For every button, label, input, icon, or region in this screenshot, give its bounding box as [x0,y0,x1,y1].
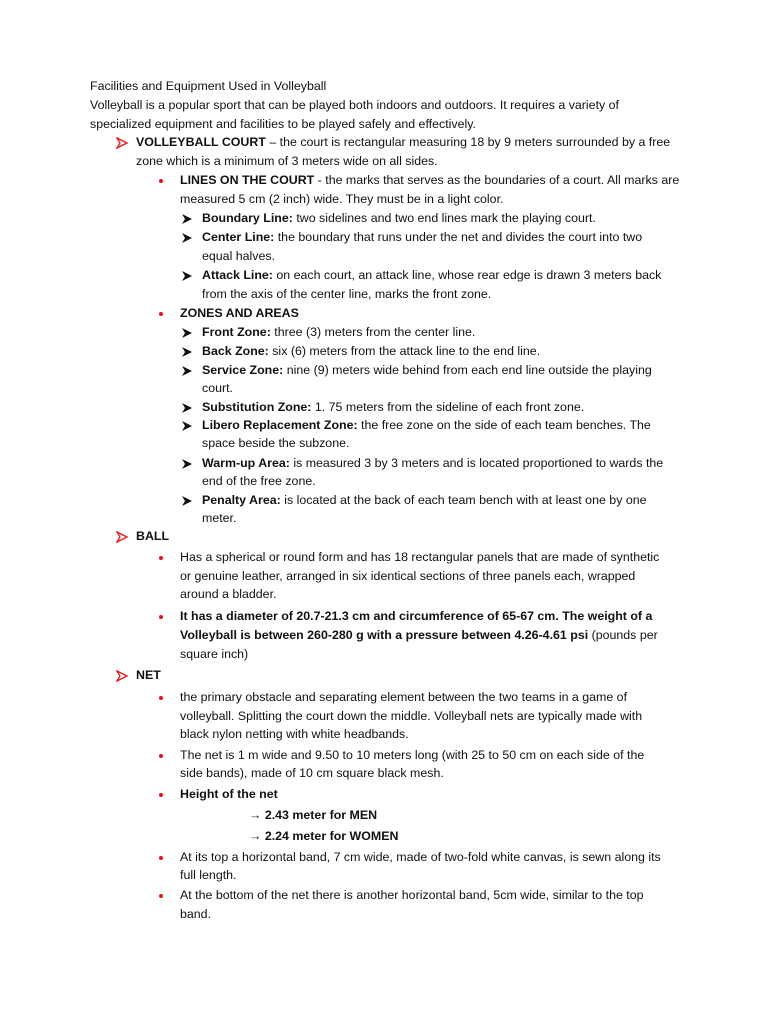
ball-p1-line-2: or genuine leather, arranged in six identical sections of three panels each, wrapped [180,569,636,583]
lines-text: - the marks that serves as the boundaries of a court. All marks are [314,173,680,187]
center-line-term: Center Line: [202,230,275,244]
net-p1-line-2: volleyball. Splitting the court down the middle. Volleyball nets are typically made with [180,709,643,723]
penalty-area-desc: is located at the back of each team bench with at least one by one [280,493,647,507]
net-p2-line-1: The net is 1 m wide and 9.50 to 10 meters long (with 25 to 50 cm on each side of the [180,748,645,762]
black-arrow-bullet-icon [181,232,193,244]
lines-line-1 [180,171,679,190]
ball-heading: BALL [136,529,170,543]
ball-p2-line-1: It has a diameter of 20.7-21.3 cm and circumference of 65-67 cm. The weight of a [180,609,653,623]
warmup-area-term: Warm-up Area: [202,456,290,470]
warmup-area-desc: is measured 3 by 3 meters and is located proportioned to wards the [289,456,664,470]
black-arrow-bullet-icon [181,420,193,432]
center-line-desc-2: equal halves. [202,249,276,263]
document-title: Facilities and Equipment Used in Volleyball [90,79,327,93]
libero-zone-item [202,416,651,435]
court-text: – the court is rectangular measuring 18 by 9 meters surrounded by a free [265,135,671,149]
net-p4-line-2: band. [180,907,212,921]
black-arrow-bullet-icon [181,402,193,414]
black-arrow-bullet-icon [181,213,193,225]
net-p3-line-1: At its top a horizontal band, 7 cm wide, made of two-fold white canvas, is sewn along its [180,850,661,864]
front-zone-desc: three (3) meters from the center line. [270,325,476,339]
attack-line-desc-2: from the axis of the center line, marks the front zone. [202,287,492,301]
back-zone-desc: six (6) meters from the attack line to the end line. [268,344,541,358]
net-p1-line-1: the primary obstacle and separating element between the two teams in a game of [180,690,628,704]
net-height-women: → 2.24 meter for WOMEN [249,829,399,843]
red-arrow-bullet-icon [116,670,128,682]
red-dot-bullet-icon [159,894,163,898]
black-arrow-bullet-icon [181,458,193,470]
substitution-zone-item [202,398,584,417]
center-line-item [202,228,642,247]
libero-zone-desc-2: space beside the subzone. [202,436,350,450]
boundary-line-desc: two sidelines and two end lines mark the playing court. [292,211,596,225]
red-dot-bullet-icon [159,615,163,619]
service-zone-term: Service Zone: [202,363,284,377]
lines-heading: LINES ON THE COURT [180,173,315,187]
front-zone-term: Front Zone: [202,325,271,339]
attack-line-term: Attack Line: [202,268,273,282]
red-arrow-bullet-icon [116,531,128,543]
libero-zone-term: Libero Replacement Zone: [202,418,358,432]
boundary-line-term: Boundary Line: [202,211,293,225]
back-zone-item [202,342,540,361]
intro-line-1: Volleyball is a popular sport that can be played both indoors and outdoors. It requires a variety of [90,98,619,112]
red-dot-bullet-icon [159,556,163,560]
red-dot-bullet-icon [159,793,163,797]
attack-line-item [202,266,661,285]
net-heading: NET [136,668,161,682]
ball-pressure-unit: (pounds per [588,628,658,642]
net-height-men: → 2.43 meter for MEN [249,808,378,822]
penalty-area-term: Penalty Area: [202,493,281,507]
libero-zone-desc: the free zone on the side of each team benches. The [357,418,651,432]
lines-line-2: measured 5 cm (2 inch) wide. They must be in a light color. [180,192,504,206]
front-zone-item [202,323,475,342]
red-dot-bullet-icon [159,856,163,860]
attack-line-desc: on each court, an attack line, whose rear edge is drawn 3 meters back [272,268,662,282]
court-heading: VOLLEYBALL COURT [136,135,266,149]
court-line-2: zone which is a minimum of 3 meters wide on all sides. [136,154,438,168]
net-height-heading: Height of the net [180,787,278,801]
zones-heading: ZONES AND AREAS [180,306,299,320]
warmup-area-item [202,454,663,473]
court-line-1 [136,133,670,152]
service-zone-desc-2: court. [202,381,233,395]
red-dot-bullet-icon [159,179,163,183]
warmup-area-desc-2: end of the free zone. [202,474,316,488]
back-zone-term: Back Zone: [202,344,269,358]
red-dot-bullet-icon [159,754,163,758]
black-arrow-bullet-icon [181,270,193,282]
ball-p1-line-1: Has a spherical or round form and has 18 rectangular panels that are made of synthetic [180,550,660,564]
ball-p2-line-3: square inch) [180,647,249,661]
service-zone-item [202,361,652,380]
black-arrow-bullet-icon [181,346,193,358]
net-p1-line-3: black nylon netting with white headbands. [180,727,409,741]
net-p2-line-2: side bands), made of 10 cm square black mesh. [180,766,444,780]
center-line-desc: the boundary that runs under the net and divides the court into two [274,230,643,244]
service-zone-desc: nine (9) meters wide behind from each end line outside the playing [283,363,652,377]
red-arrow-bullet-icon [116,137,128,149]
red-dot-bullet-icon [159,312,163,316]
ball-p2-line-2 [180,626,658,645]
net-p3-line-2: full length. [180,868,237,882]
substitution-zone-desc: 1. 75 meters from the sideline of each front zone. [311,400,585,414]
ball-p1-line-3: around a bladder. [180,587,277,601]
black-arrow-bullet-icon [181,327,193,339]
ball-weight-text: Volleyball is between 260-280 g with a pressure between 4.26-4.61 psi [180,628,589,642]
black-arrow-bullet-icon [181,495,193,507]
penalty-area-item [202,491,647,510]
substitution-zone-term: Substitution Zone: [202,400,312,414]
boundary-line-item [202,209,596,228]
penalty-area-desc-2: meter. [202,511,237,525]
net-p4-line-1: At the bottom of the net there is another horizontal band, 5cm wide, similar to the top [180,888,644,902]
black-arrow-bullet-icon [181,365,193,377]
intro-line-2: specialized equipment and facilities to be played safely and effectively. [90,117,476,131]
red-dot-bullet-icon [159,696,163,700]
